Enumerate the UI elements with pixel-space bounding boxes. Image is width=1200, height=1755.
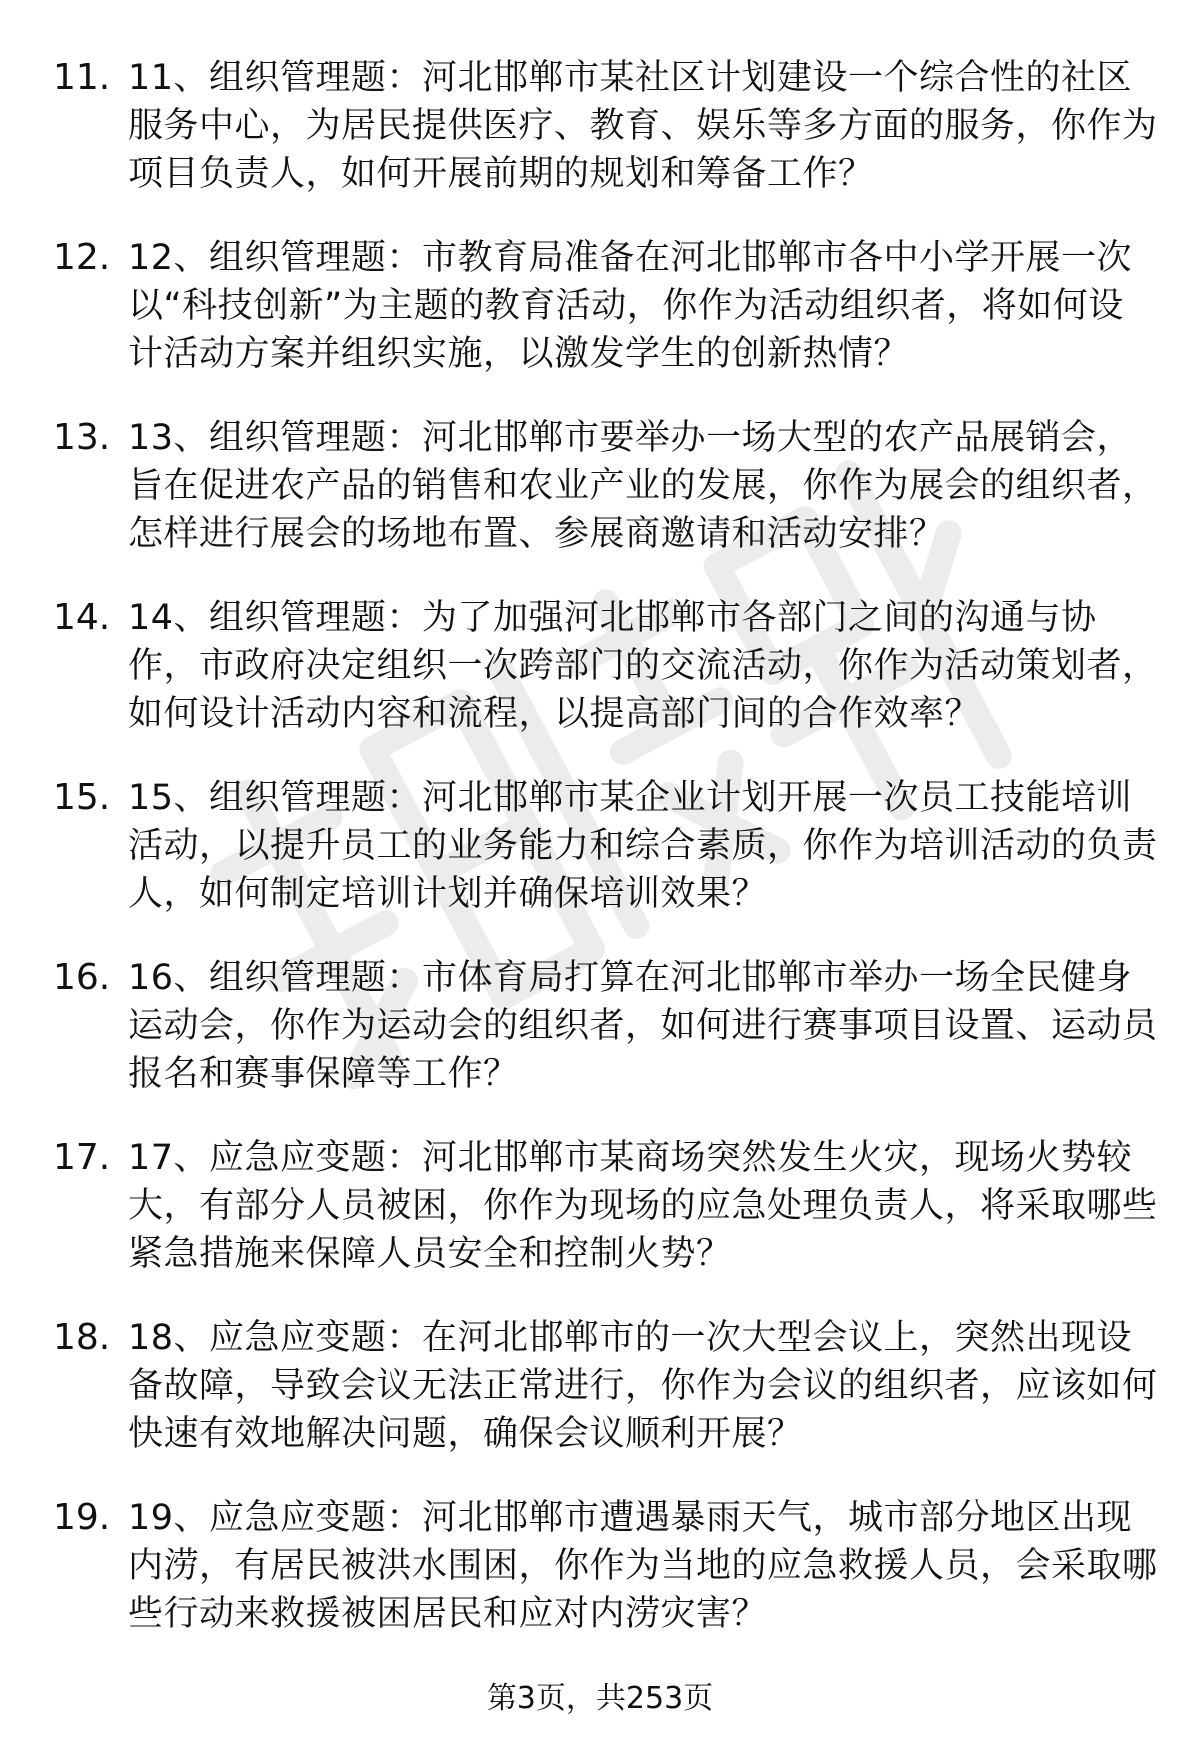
question-text: 18、应急应变题：在河北邯郸市的一次大型会议上，突然出现设备故障，导致会议无法正常进行，你作为会议的组织者，应该如何快速有效地解决问题，确保会议顺利开展？ — [128, 1318, 1158, 1454]
question-text: 17、应急应变题：河北邯郸市某商场突然发生火灾，现场火势较大，有部分人员被困，你作为现场的应急处理负责人，将采取哪些紧急措施来保障人员安全和控制火势？ — [128, 1138, 1158, 1274]
list-item — [0, 414, 1200, 594]
list-item — [0, 1494, 1200, 1674]
list-item — [0, 1314, 1200, 1494]
list-item — [0, 954, 1200, 1134]
question-text: 12、组织管理题：市教育局准备在河北邯郸市各中小学开展一次以“科技创新”为主题的教育活动，你作为活动组织者，将如何设计活动方案并组织实施，以激发学生的创新热情？ — [128, 238, 1133, 374]
question-text: 14、组织管理题：为了加强河北邯郸市各部门之间的沟通与协作，市政府决定组织一次跨部门的交流活动，你作为活动策划者，如何设计活动内容和流程，以提高部门间的合作效率？ — [128, 598, 1158, 734]
question-text: 11、组织管理题：河北邯郸市某社区计划建设一个综合性的社区服务中心，为居民提供医疗、教育、娱乐等多方面的服务，你作为项目负责人，如何开展前期的规划和筹备工作？ — [128, 58, 1158, 194]
question-number: 17. — [53, 1137, 111, 1178]
question-text: 13、组织管理题：河北邯郸市要举办一场大型的农产品展销会，旨在促进农产品的销售和农业产业的发展，你作为展会的组织者，怎样进行展会的场地布置、参展商邀请和活动安排？ — [128, 418, 1158, 554]
list-item — [0, 54, 1200, 234]
question-list — [0, 54, 1200, 1674]
question-text: 16、组织管理题：市体育局打算在河北邯郸市举办一场全民健身运动会，你作为运动会的组织者，如何进行赛事项目设置、运动员报名和赛事保障等工作？ — [128, 958, 1158, 1094]
question-number: 18. — [53, 1317, 111, 1358]
question-number: 14. — [53, 597, 111, 638]
question-number: 15. — [53, 777, 111, 818]
question-number: 16. — [53, 957, 111, 998]
list-item — [0, 234, 1200, 414]
question-text: 15、组织管理题：河北邯郸市某企业计划开展一次员工技能培训活动，以提升员工的业务能力和综合素质，你作为培训活动的负责人，如何制定培训计划并确保培训效果？ — [128, 778, 1158, 914]
question-number: 12. — [53, 237, 111, 278]
question-number: 19. — [53, 1497, 111, 1538]
question-number: 13. — [53, 417, 111, 458]
list-item — [0, 594, 1200, 774]
list-item — [0, 1134, 1200, 1314]
list-item — [0, 774, 1200, 954]
question-text: 19、应急应变题：河北邯郸市遭遇暴雨天气，城市部分地区出现内涝，有居民被洪水围困，你作为当地的应急救援人员，会采取哪些行动来救援被困居民和应对内涝灾害？ — [128, 1498, 1158, 1634]
question-number: 11. — [53, 57, 111, 98]
page-footer: 第3页，共253页 — [486, 1681, 714, 1716]
